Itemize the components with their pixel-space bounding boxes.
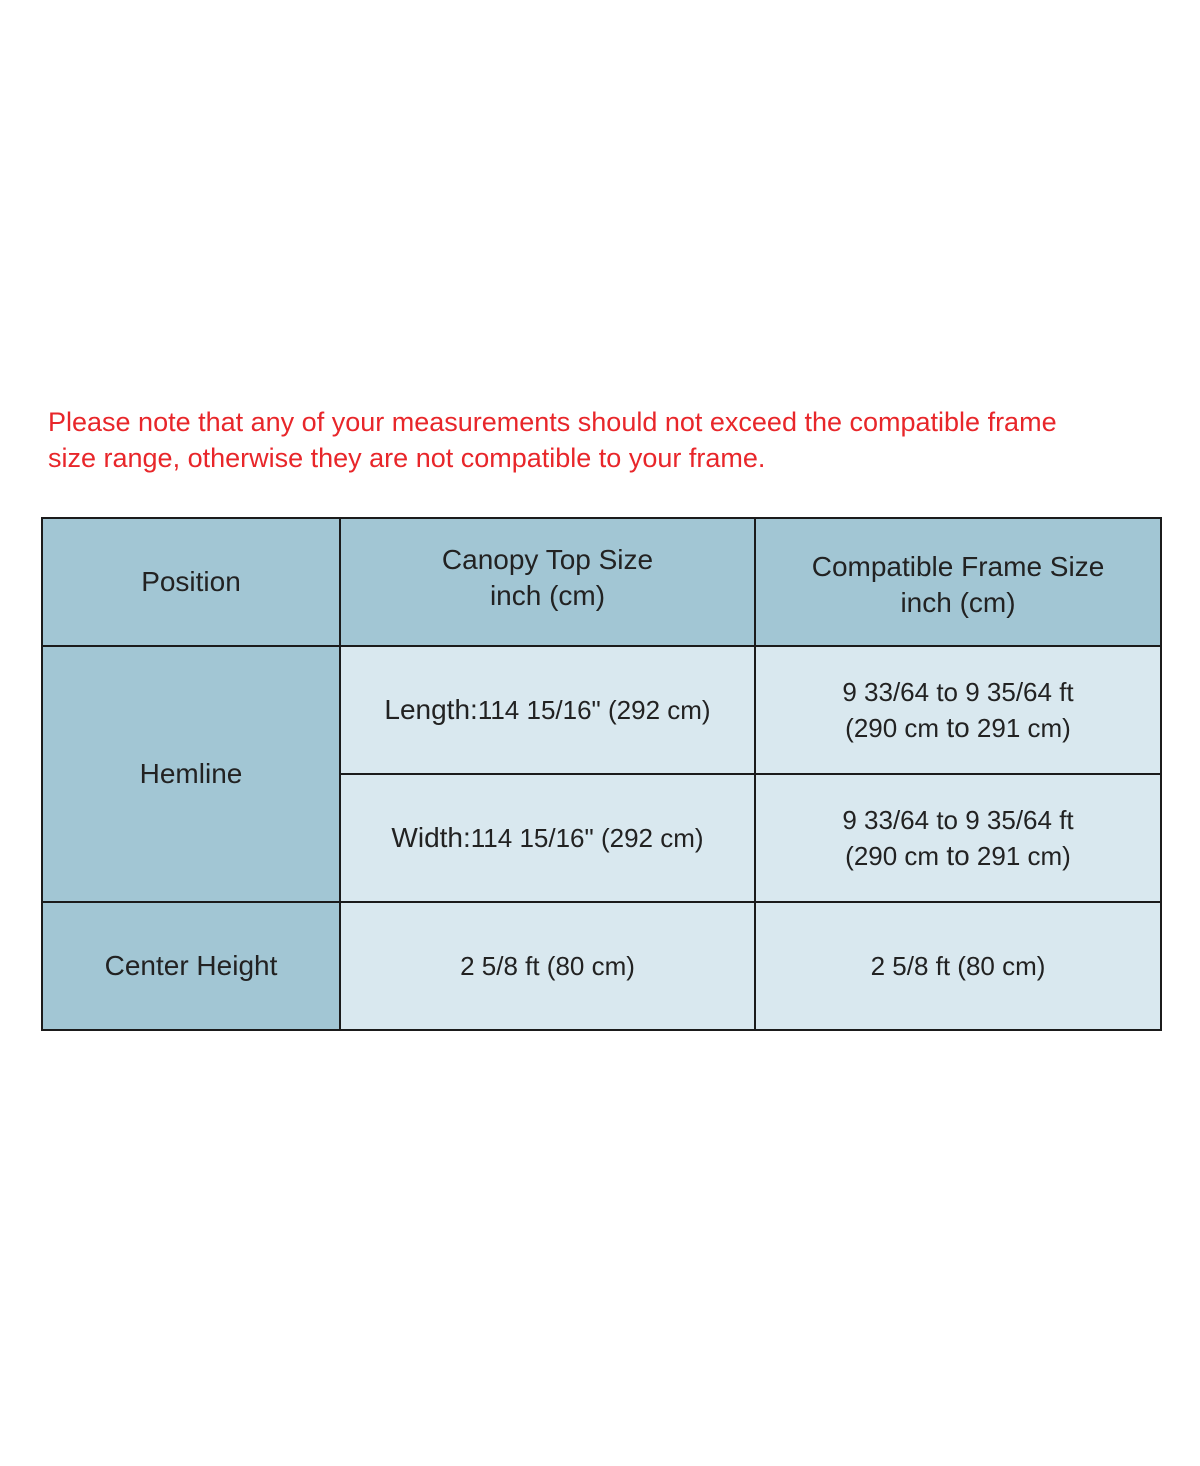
center-height-canopy bbox=[340, 902, 755, 1030]
center-height-label: Center Height bbox=[104, 950, 278, 981]
width-label: Width: bbox=[391, 822, 471, 853]
header-compatible-frame-size bbox=[755, 518, 1161, 646]
hemline-width-canopy bbox=[340, 774, 755, 902]
hemline-length-frame bbox=[755, 646, 1161, 774]
table-header-row bbox=[42, 518, 1161, 646]
table-row bbox=[42, 646, 1161, 774]
width-frame-line-1: 9 33/64 to 9 35/64 ft bbox=[842, 805, 1074, 835]
header-position bbox=[42, 518, 340, 646]
center-height-frame bbox=[755, 902, 1161, 1030]
size-table bbox=[41, 517, 1162, 1031]
length-label: Length: bbox=[384, 694, 478, 725]
header-canopy-line-1: Canopy Top Size bbox=[441, 544, 654, 575]
header-position-label: Position bbox=[141, 566, 241, 597]
hemline-label: Hemline bbox=[139, 758, 243, 789]
header-canopy-top-size bbox=[340, 518, 755, 646]
header-frame-line-1: Compatible Frame Size bbox=[811, 551, 1105, 582]
center-height-frame-value: 2 5/8 ft (80 cm) bbox=[870, 951, 1046, 981]
width-frame-line-2: (290 cm to 291 cm) bbox=[845, 840, 1071, 871]
length-frame-line-2: (290 cm to 291 cm) bbox=[845, 712, 1071, 743]
header-frame-line-2: inch (cm) bbox=[900, 587, 1016, 618]
header-canopy-line-2: inch (cm) bbox=[489, 580, 606, 611]
note-line-2: size range, otherwise they are not compatible to your frame. bbox=[48, 443, 766, 473]
row-header-center-height bbox=[42, 902, 340, 1030]
row-header-hemline bbox=[42, 646, 340, 902]
hemline-width-frame bbox=[755, 774, 1161, 902]
compatibility-note bbox=[48, 404, 1158, 476]
length-frame-line-1: 9 33/64 to 9 35/64 ft bbox=[842, 677, 1074, 707]
note-line-1: Please note that any of your measurements should not exceed the compatible frame bbox=[48, 407, 1057, 437]
hemline-length-canopy bbox=[340, 646, 755, 774]
center-height-canopy-value: 2 5/8 ft (80 cm) bbox=[460, 951, 635, 981]
width-value: 114 15/16" (292 cm) bbox=[470, 823, 704, 853]
table-row bbox=[42, 902, 1161, 1030]
length-value: 114 15/16" (292 cm) bbox=[477, 695, 711, 725]
